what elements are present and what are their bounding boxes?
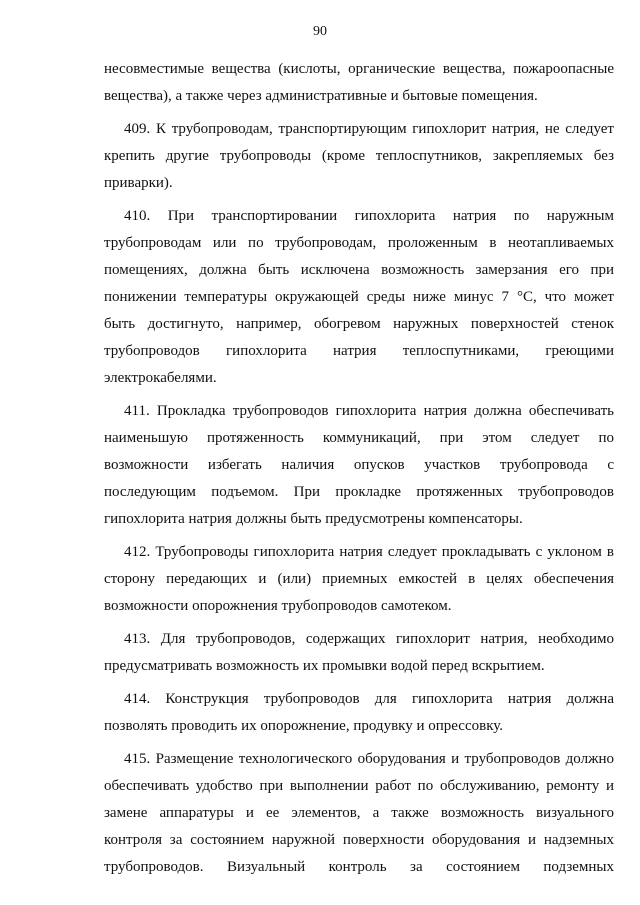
text-line: замене аппаратуры и ее элементов, а также возможность визуального	[104, 805, 614, 821]
text-line: наименьшую протяженность коммуникаций, при этом следует по	[104, 430, 614, 446]
text-line: возможности опорожнения трубопроводов самотеком.	[104, 598, 452, 614]
text-line: 415. Размещение технологического оборудования и трубопроводов должно	[124, 751, 614, 767]
document-body	[104, 56, 614, 887]
text-line: контроля за состоянием наружной поверхности оборудования и надземных	[104, 832, 614, 848]
text-line: 411. Прокладка трубопроводов гипохлорита натрия должна обеспечивать	[124, 403, 614, 419]
text-line: трубопроводов гипохлорита натрия теплоспутниками, греющими	[104, 343, 614, 359]
text-line: крепить другие трубопроводы (кроме теплоспутников, закрепляемых без	[104, 148, 614, 164]
text-line: предусматривать возможность их промывки водой перед вскрытием.	[104, 658, 545, 674]
text-line: несовместимые вещества (кислоты, органические вещества, пожароопасные	[104, 61, 614, 77]
paragraph	[104, 116, 614, 197]
paragraph	[104, 539, 614, 620]
text-line: приварки).	[104, 175, 173, 191]
page-number: 90	[313, 24, 327, 39]
paragraph	[104, 686, 614, 740]
text-line: 410. При транспортировании гипохлорита натрия по наружным	[124, 208, 614, 224]
text-line: 412. Трубопроводы гипохлорита натрия следует прокладывать с уклоном в	[124, 544, 614, 560]
paragraph	[104, 746, 614, 881]
text-line: сторону передающих и (или) приемных емкостей в целях обеспечения	[104, 571, 614, 587]
text-line: обеспечивать удобство при выполнении работ по обслуживанию, ремонту и	[104, 778, 614, 794]
text-line: помещениях, должна быть исключена возможность замерзания его при	[104, 262, 614, 278]
text-line: 409. К трубопроводам, транспортирующим гипохлорит натрия, не следует	[124, 121, 614, 137]
paragraph	[104, 398, 614, 533]
paragraph	[104, 626, 614, 680]
text-line: 413. Для трубопроводов, содержащих гипохлорит натрия, необходимо	[124, 631, 614, 647]
text-line: вещества), а также через административные и бытовые помещения.	[104, 88, 538, 104]
paragraph	[104, 56, 614, 110]
text-line: электрокабелями.	[104, 370, 217, 386]
text-line: гипохлорита натрия должны быть предусмотрены компенсаторы.	[104, 511, 523, 527]
text-line: последующим подъемом. При прокладке протяженных трубопроводов	[104, 484, 614, 500]
text-line: 414. Конструкция трубопроводов для гипохлорита натрия должна	[124, 691, 614, 707]
paragraph	[104, 203, 614, 392]
text-line: понижении температуры окружающей среды ниже минус 7 °С, что может	[104, 289, 614, 305]
text-line: возможности избегать наличия опусков участков трубопровода с	[104, 457, 614, 473]
text-line: трубопроводам или по трубопроводам, проложенным в неотапливаемых	[104, 235, 614, 251]
text-line: трубопроводов. Визуальный контроль за состоянием подземных	[104, 859, 614, 875]
text-line: позволять проводить их опорожнение, продувку и опрессовку.	[104, 718, 504, 734]
text-line: быть достигнуто, например, обогревом наружных поверхностей стенок	[104, 316, 614, 332]
